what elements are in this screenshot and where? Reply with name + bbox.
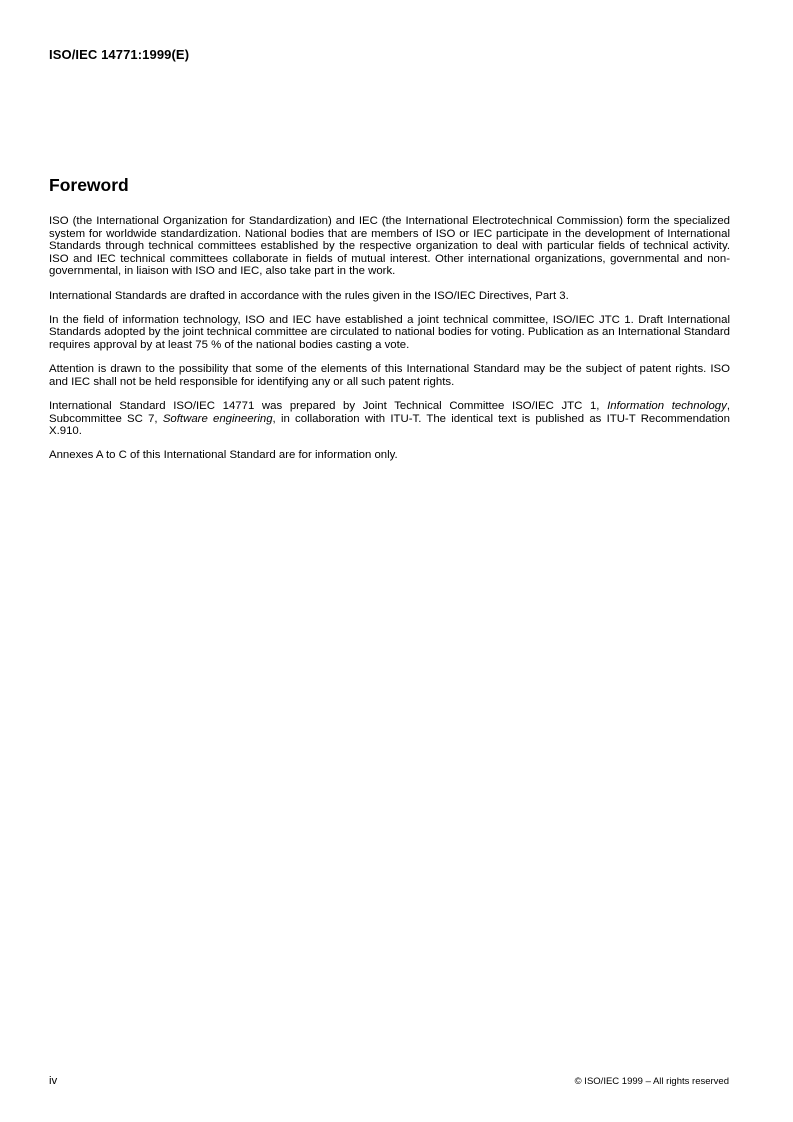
copyright-notice: © ISO/IEC 1999 – All rights reserved: [574, 1076, 729, 1087]
paragraph-organizations: ISO (the International Organization for Standardization) and IEC (the International Electrotechnical Commission) form the specialized system for worldwide standardization. National bodies that are members of ISO or IEC participate in the development of International Standards through technical committees established by the respective organization to deal with particular fields of technical activity. ISO and IEC technical committees collaborate in fields of mutual interest. Other international organizations, governmental and non-governmental, in liaison with ISO and IEC, also take part in the work.: [49, 215, 730, 278]
committee-name-italic: Information technology: [607, 399, 727, 412]
preparation-text-3: , in collaboration with ITU-T. The identical text is published as ITU-T Recommendation X.910.: [49, 412, 730, 438]
document-identifier: ISO/IEC 14771:1999(E): [49, 47, 190, 62]
paragraph-jtc1: In the field of information technology, ISO and IEC have established a joint technical committee, ISO/IEC JTC 1. Draft International Standards adopted by the joint technical committee are circulated to national bodies for voting. Publication as an International Standard requires approval by at least 75 % of the national bodies casting a vote.: [49, 313, 730, 351]
paragraph-patent-rights: Attention is drawn to the possibility that some of the elements of this International Standard may be the subject of patent rights. ISO and IEC shall not be held responsible for identifying any or all such patent rights.: [49, 363, 730, 388]
preparation-text-2: , Subcommittee SC 7,: [49, 399, 730, 425]
page-number: iv: [49, 1075, 58, 1087]
preparation-text-1: International Standard ISO/IEC 14771 was prepared by Joint Technical Committee ISO/IEC JTC 1,: [49, 399, 608, 412]
paragraph-preparation: [49, 400, 730, 438]
paragraph-annexes: Annexes A to C of this International Standard are for information only.: [49, 449, 398, 462]
subcommittee-name-italic: Software engineering: [162, 412, 273, 425]
section-title: Foreword: [49, 175, 129, 195]
paragraph-directives: International Standards are drafted in accordance with the rules given in the ISO/IEC Directives, Part 3.: [49, 289, 569, 302]
foreword-body: [49, 215, 730, 473]
